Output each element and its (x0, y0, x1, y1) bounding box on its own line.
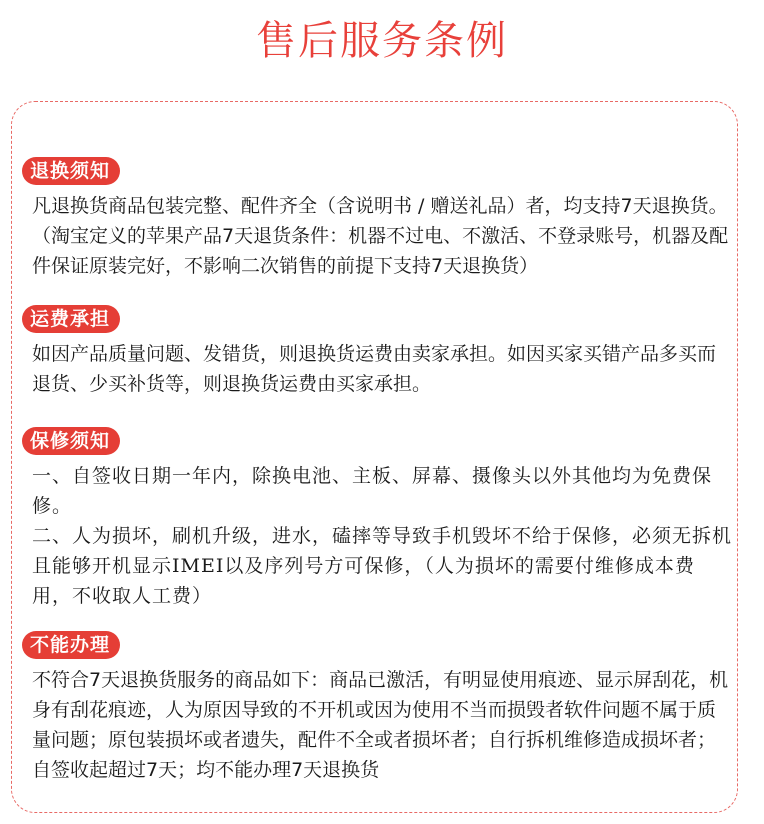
section-heading-badge: 不能办理 (22, 631, 120, 659)
section-body (32, 665, 734, 785)
section-paragraph: 二、人为损坏，刷机升级，进水，磕摔等导致手机毁坏不给于保修，必须无拆机且能够开机显示IMEI以及序列号方可保修，（人为损坏的需要付维修成本费用，不收取人工费） (32, 525, 733, 607)
section-heading-badge: 退换须知 (22, 157, 120, 185)
section-not-eligible (22, 631, 734, 785)
section-paragraph: 不符合7天退换货服务的商品如下：商品已激活，有明显使用痕迹、显示屏刮花，机身有刮花痕迹，人为原因导致的不开机或因为使用不当而损毁者软件问题不属于质量问题；原包装损坏或者遗失，配件不全或者损坏者；自行拆机维修造成损坏者；自签收起超过7天；均不能办理7天退换货 (32, 669, 729, 781)
section-paragraph: 一、自签收日期一年内，除换电池、主板、屏幕、摄像头以外其他均为免费保修。 (32, 465, 713, 517)
page-title: 售后服务条例 (256, 18, 508, 64)
section-heading-badge: 运费承担 (22, 305, 120, 333)
section-body (32, 339, 734, 399)
section-body (32, 191, 734, 281)
section-heading-badge: 保修须知 (22, 427, 120, 455)
section-body (32, 461, 734, 611)
section-return-notice (22, 157, 734, 281)
section-warranty-notice (22, 427, 734, 611)
section-paragraph: 凡退换货商品包装完整、配件齐全（含说明书 / 赠送礼品）者，均支持7天退换货。（淘宝定义的苹果产品7天退货条件：机器不过电、不激活、不登录账号，机器及配件保证原装完好，不影响二次销售的前提下支持7天退换货） (32, 195, 729, 277)
section-shipping-cost (22, 305, 734, 399)
section-paragraph: 如因产品质量问题、发错货，则退换货运费由卖家承担。如因买家买错产品多买而退货、少买补货等，则退换货运费由买家承担。 (32, 343, 717, 395)
